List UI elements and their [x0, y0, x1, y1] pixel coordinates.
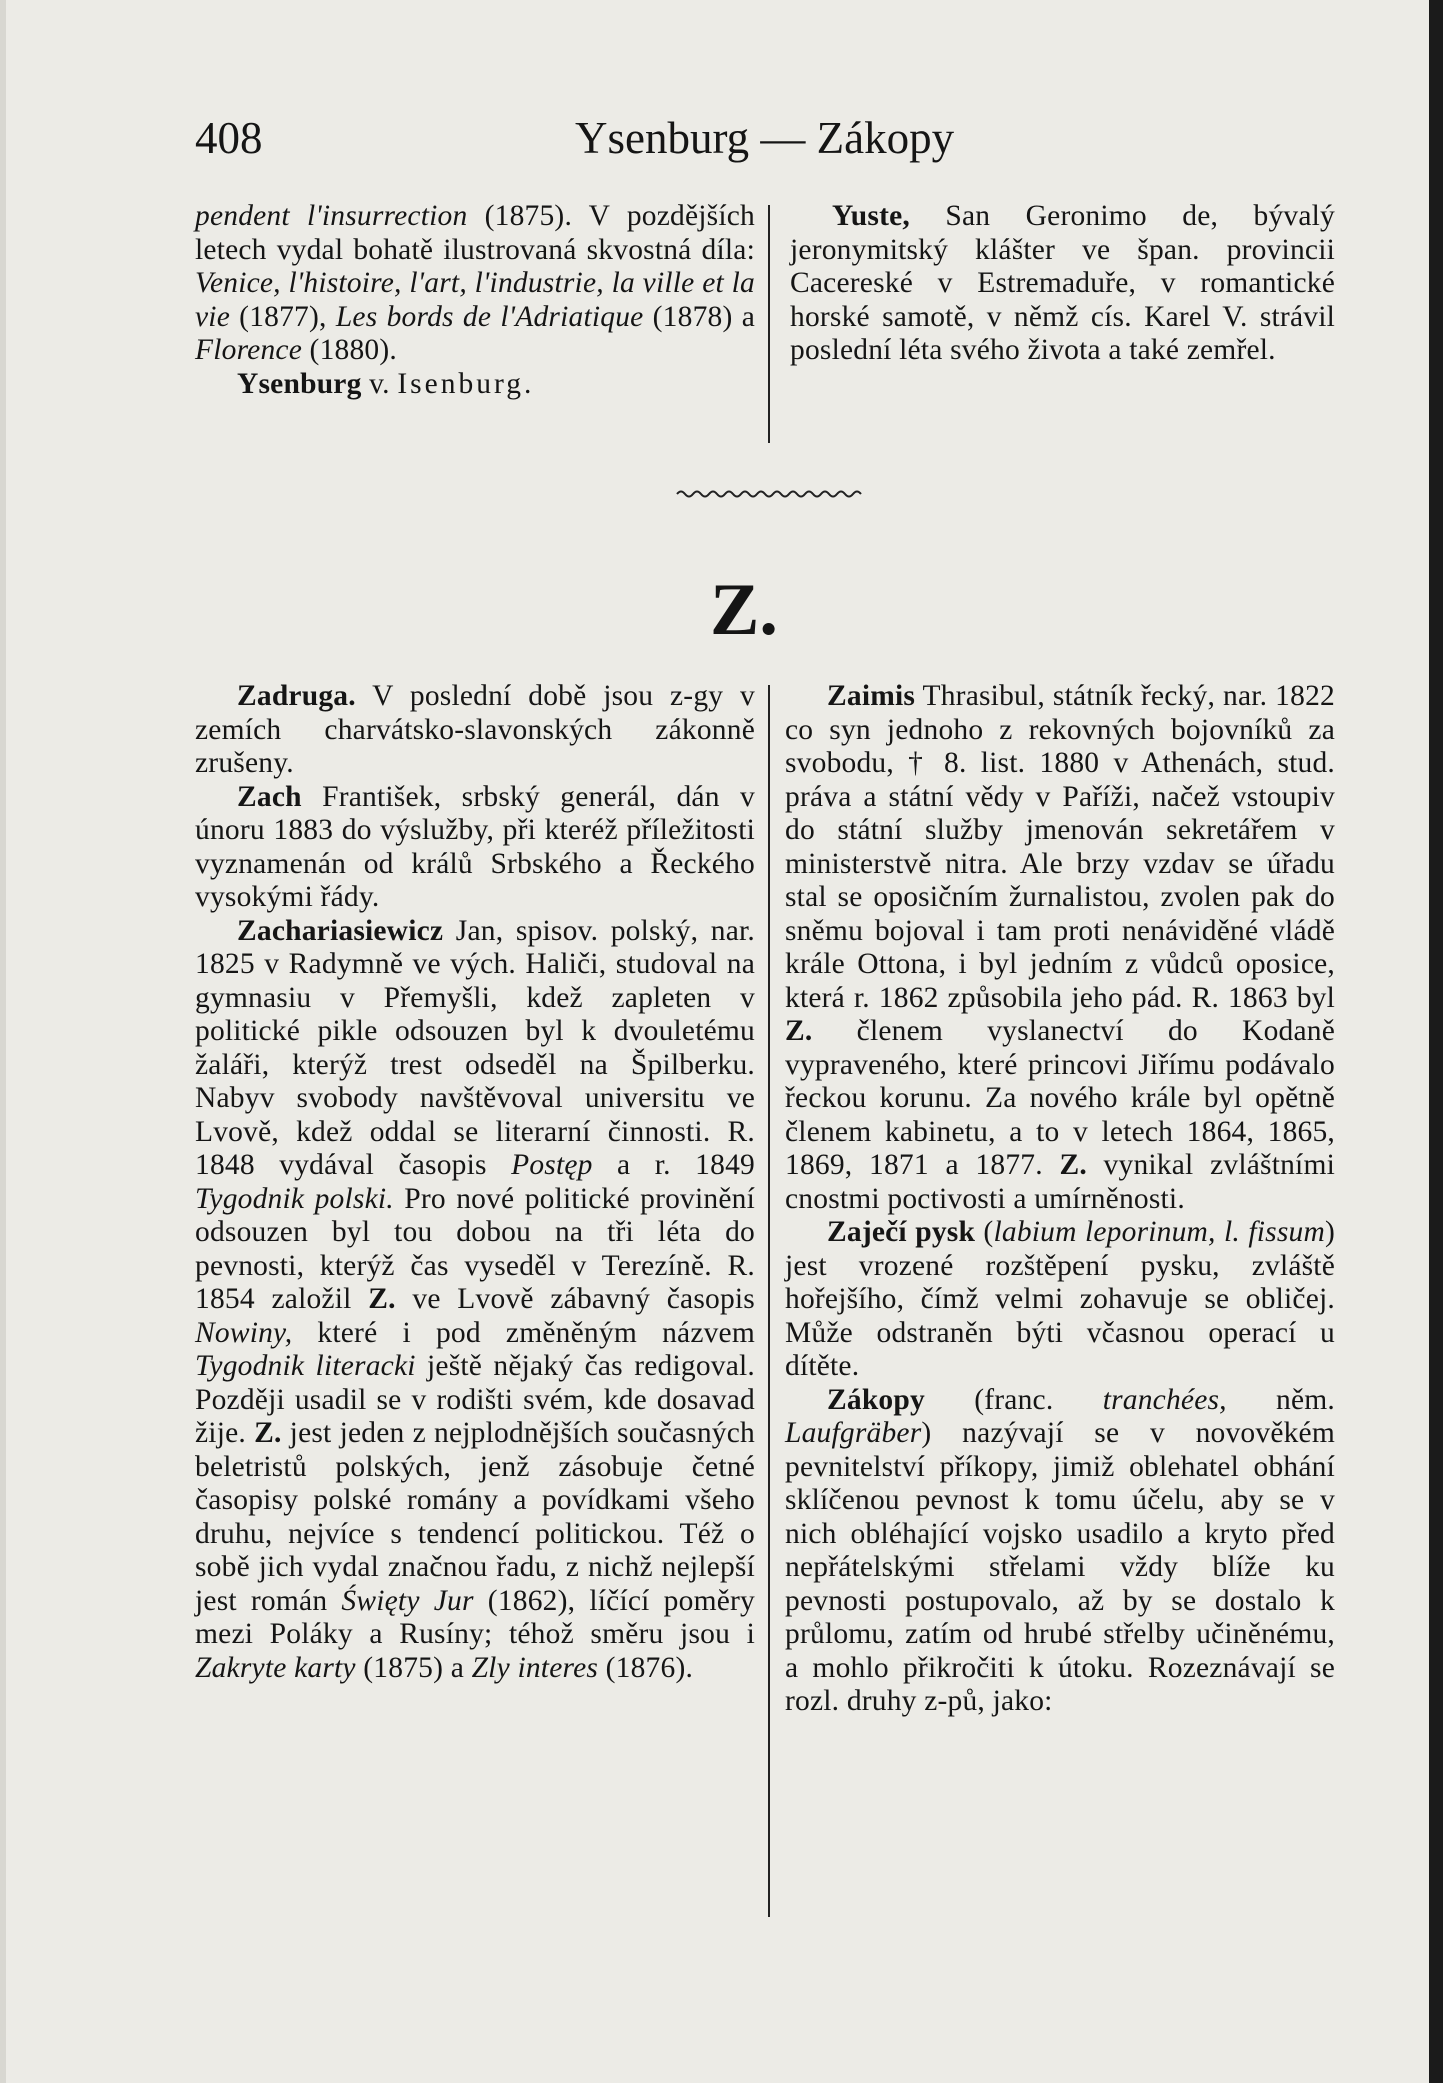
cross-reference: Isenburg. [397, 367, 535, 400]
abbrev-bold: Z. [1059, 1149, 1087, 1181]
entry-text: vynikal zvláštními cnostmi poctivosti a umírněnosti. [785, 1149, 1335, 1215]
italic-title: Zly interes [471, 1651, 599, 1684]
scan-left-margin [0, 0, 6, 2083]
italic-title: Florence [195, 334, 302, 366]
italic-title: Postęp [511, 1149, 593, 1181]
entry-text: Jan, spisov. polský, nar. 1825 v Radymně ve vých. Haliči, studoval na gymnasiu v Přemyšli, kdež zapleten v politické pikle odsouzen byl k dvouletému žaláři, kterýž trest odseděl na Špilberku. Nabyv svobody navštěvoval universitu ve Lvově, kdež oddal se literarní činnosti. R. 1848 vydával časopis [195, 914, 755, 1181]
entry-text: ještě nějaký čas redigoval. Později usadil se v rodišti svém, kde dosavad žije. [195, 1350, 755, 1449]
entry-text: (franc. [924, 1383, 1103, 1416]
entry-text: Pro nové politické provinění odsouzen byl tou dobou na tři léta do pevnosti, kterýž čas vyseděl v Terezíně. R. 1854 založil [195, 1182, 755, 1315]
entry-zakopy [785, 1384, 1335, 1719]
column-bottom-left [195, 680, 755, 1685]
entry-continuation [195, 200, 755, 368]
entry-zachariasiewicz [195, 915, 755, 1686]
entry-text: (1875) a [355, 1651, 472, 1684]
italic-title: Zakryte karty [195, 1651, 356, 1684]
entry-text: a r. 1849 [592, 1149, 755, 1181]
italic-title: Nowiny, [195, 1316, 293, 1349]
column-top-left [195, 200, 755, 401]
abbrev-bold: Z. [785, 1015, 813, 1047]
column-top-right [790, 200, 1335, 368]
entry-text: (1880). [301, 334, 397, 366]
running-title: Ysenburg — Zákopy [575, 113, 955, 163]
italic-title: Tygodnik polski. [195, 1182, 394, 1215]
entry-zadruga [195, 680, 755, 781]
column-bottom-right [785, 680, 1335, 1719]
entry-text: (1876). [598, 1651, 694, 1684]
entry-text: ve Lvově zábavný časopis [395, 1283, 755, 1315]
entry-text: (1862), líčící poměry mezi Poláky a Rusíny; téhož směru jsou i [195, 1584, 755, 1650]
entry-yuste [790, 200, 1335, 368]
entry-text: které i pod změněným názvem [292, 1316, 755, 1349]
entry-text: členem vyslanectví do Kodaně vypraveného, které princovi Jiřímu podávalo řeckou korunu. Za nového krále byl opětně členem kabinetu, a to v letech 1864, 1865, 1869, 1871 a 1877. [785, 1015, 1335, 1181]
entry-text: (1875). V pozdějších letech vydal bohatě ilustrovaná skvostná díla: [195, 200, 755, 266]
column-divider-top [768, 205, 770, 443]
entry-headword: Zaječí pysk [827, 1216, 976, 1248]
entry-text: ) jest vrozené rozštěpení pysku, zvláště hořejšího, čímž velmi zohavuje se obličej. Může odstraněn býti včasnou operací u dítěte. [785, 1216, 1335, 1382]
entry-text: Thrasibul, státník řecký, nar. 1822 co syn jednoho z rekovných bojovníků za svobodu, † 8. list. 1880 v Athenách, stud. práva a státní vědy v Paříži, načež vstoupiv do státní služby jmenován sekretářem v ministerstvě nitra. Ale brzy vzdav se úřadu stal se oposičním žurnalistou, zvolen pak do sněmu bojoval i tam proti nenáviděné vládě krále Ottona, i byl jedním z vůdců oposice, která r. 1862 způsobila jeho pád. R. 1863 byl [785, 680, 1335, 1014]
italic-title: pendent l'insurrection [195, 200, 468, 232]
entry-text: František, srbský generál, dán v únoru 1883 do výslužby, při kteréž příležitosti vyznamenán od králů Srbského a Řeckého vysokými řády. [195, 780, 755, 913]
section-ornament [675, 487, 865, 501]
entry-headword: Yuste, [832, 200, 910, 232]
entry-text: San Geronimo de, bývalý jeronymitský klášter ve špan. provincii Cacereské v Estremaduře, v romantické horské samotě, v němž cís. Karel V. strávil poslední léta svého života a také zemřel. [790, 200, 1335, 366]
italic-term: Laufgräber [785, 1417, 922, 1449]
entry-text: V poslední době jsou z-gy v zemích charvátsko-slavonských zákonně zrušeny. [195, 680, 755, 779]
entry-text: jest jeden z nejplodnějších současných beletristů polských, jenž zásobuje četné časopisy polské romány a povídkami všeho druhu, nejvíce s tendencí politickou. Též o sobě jich vydal značnou řadu, z nichž nejlepší jest román [195, 1417, 755, 1617]
abbrev-bold: Z. [254, 1417, 282, 1449]
entry-headword: Zákopy [827, 1383, 925, 1416]
italic-title: Święty Jur [341, 1584, 474, 1617]
abbrev-bold: Z. [368, 1283, 396, 1315]
entry-text: ) nazývají se v novověkém pevnitelství příkopy, jimiž oblehatel obhání sklíčenou pevnost k tomu účelu, aby se v nich obléhající vojsko usadilo a kryto před nepřátelskými střelami vždy blíže ku pevnosti postupovalo, až by se dostalo k průlomu, zatím od hrubé střelby učiněnému, a mohlo přikročiti k útoku. Rozeznávají se rozl. druhy z-pů, jako: [785, 1417, 1335, 1717]
column-divider-bottom [768, 685, 770, 1917]
entry-zaimis [785, 680, 1335, 1216]
italic-term: labium leporinum, l. fissum [993, 1216, 1325, 1248]
entry-headword: Zadruga. [237, 680, 356, 712]
entry-text: (1877), [229, 300, 336, 333]
italic-title: Les bords de l'Adriatique [335, 300, 644, 333]
entry-text: (1878) a [643, 300, 755, 333]
running-header [195, 112, 1345, 172]
entry-text: ( [975, 1216, 994, 1248]
entry-text: něm. [1226, 1383, 1335, 1416]
entry-zajeci-pysk [785, 1216, 1335, 1384]
entry-zach [195, 781, 755, 915]
entry-headword: Zach [237, 780, 302, 813]
italic-term: tranchées, [1102, 1383, 1227, 1416]
entry-ysenburg [195, 368, 755, 402]
italic-title: Tygodnik literacki [195, 1350, 416, 1382]
entry-headword: Zaimis [827, 680, 916, 712]
italic-title: Venice, l'histoire, l'art, l'industrie, la ville et la vie [195, 267, 755, 333]
entry-headword: Zachariasiewicz [237, 914, 444, 947]
scan-right-edge [1429, 0, 1443, 2083]
page-number: 408 [195, 113, 263, 163]
entry-headword: Ysenburg [237, 367, 362, 400]
section-letter: Z. [710, 569, 778, 651]
entry-text: v. [361, 367, 398, 400]
